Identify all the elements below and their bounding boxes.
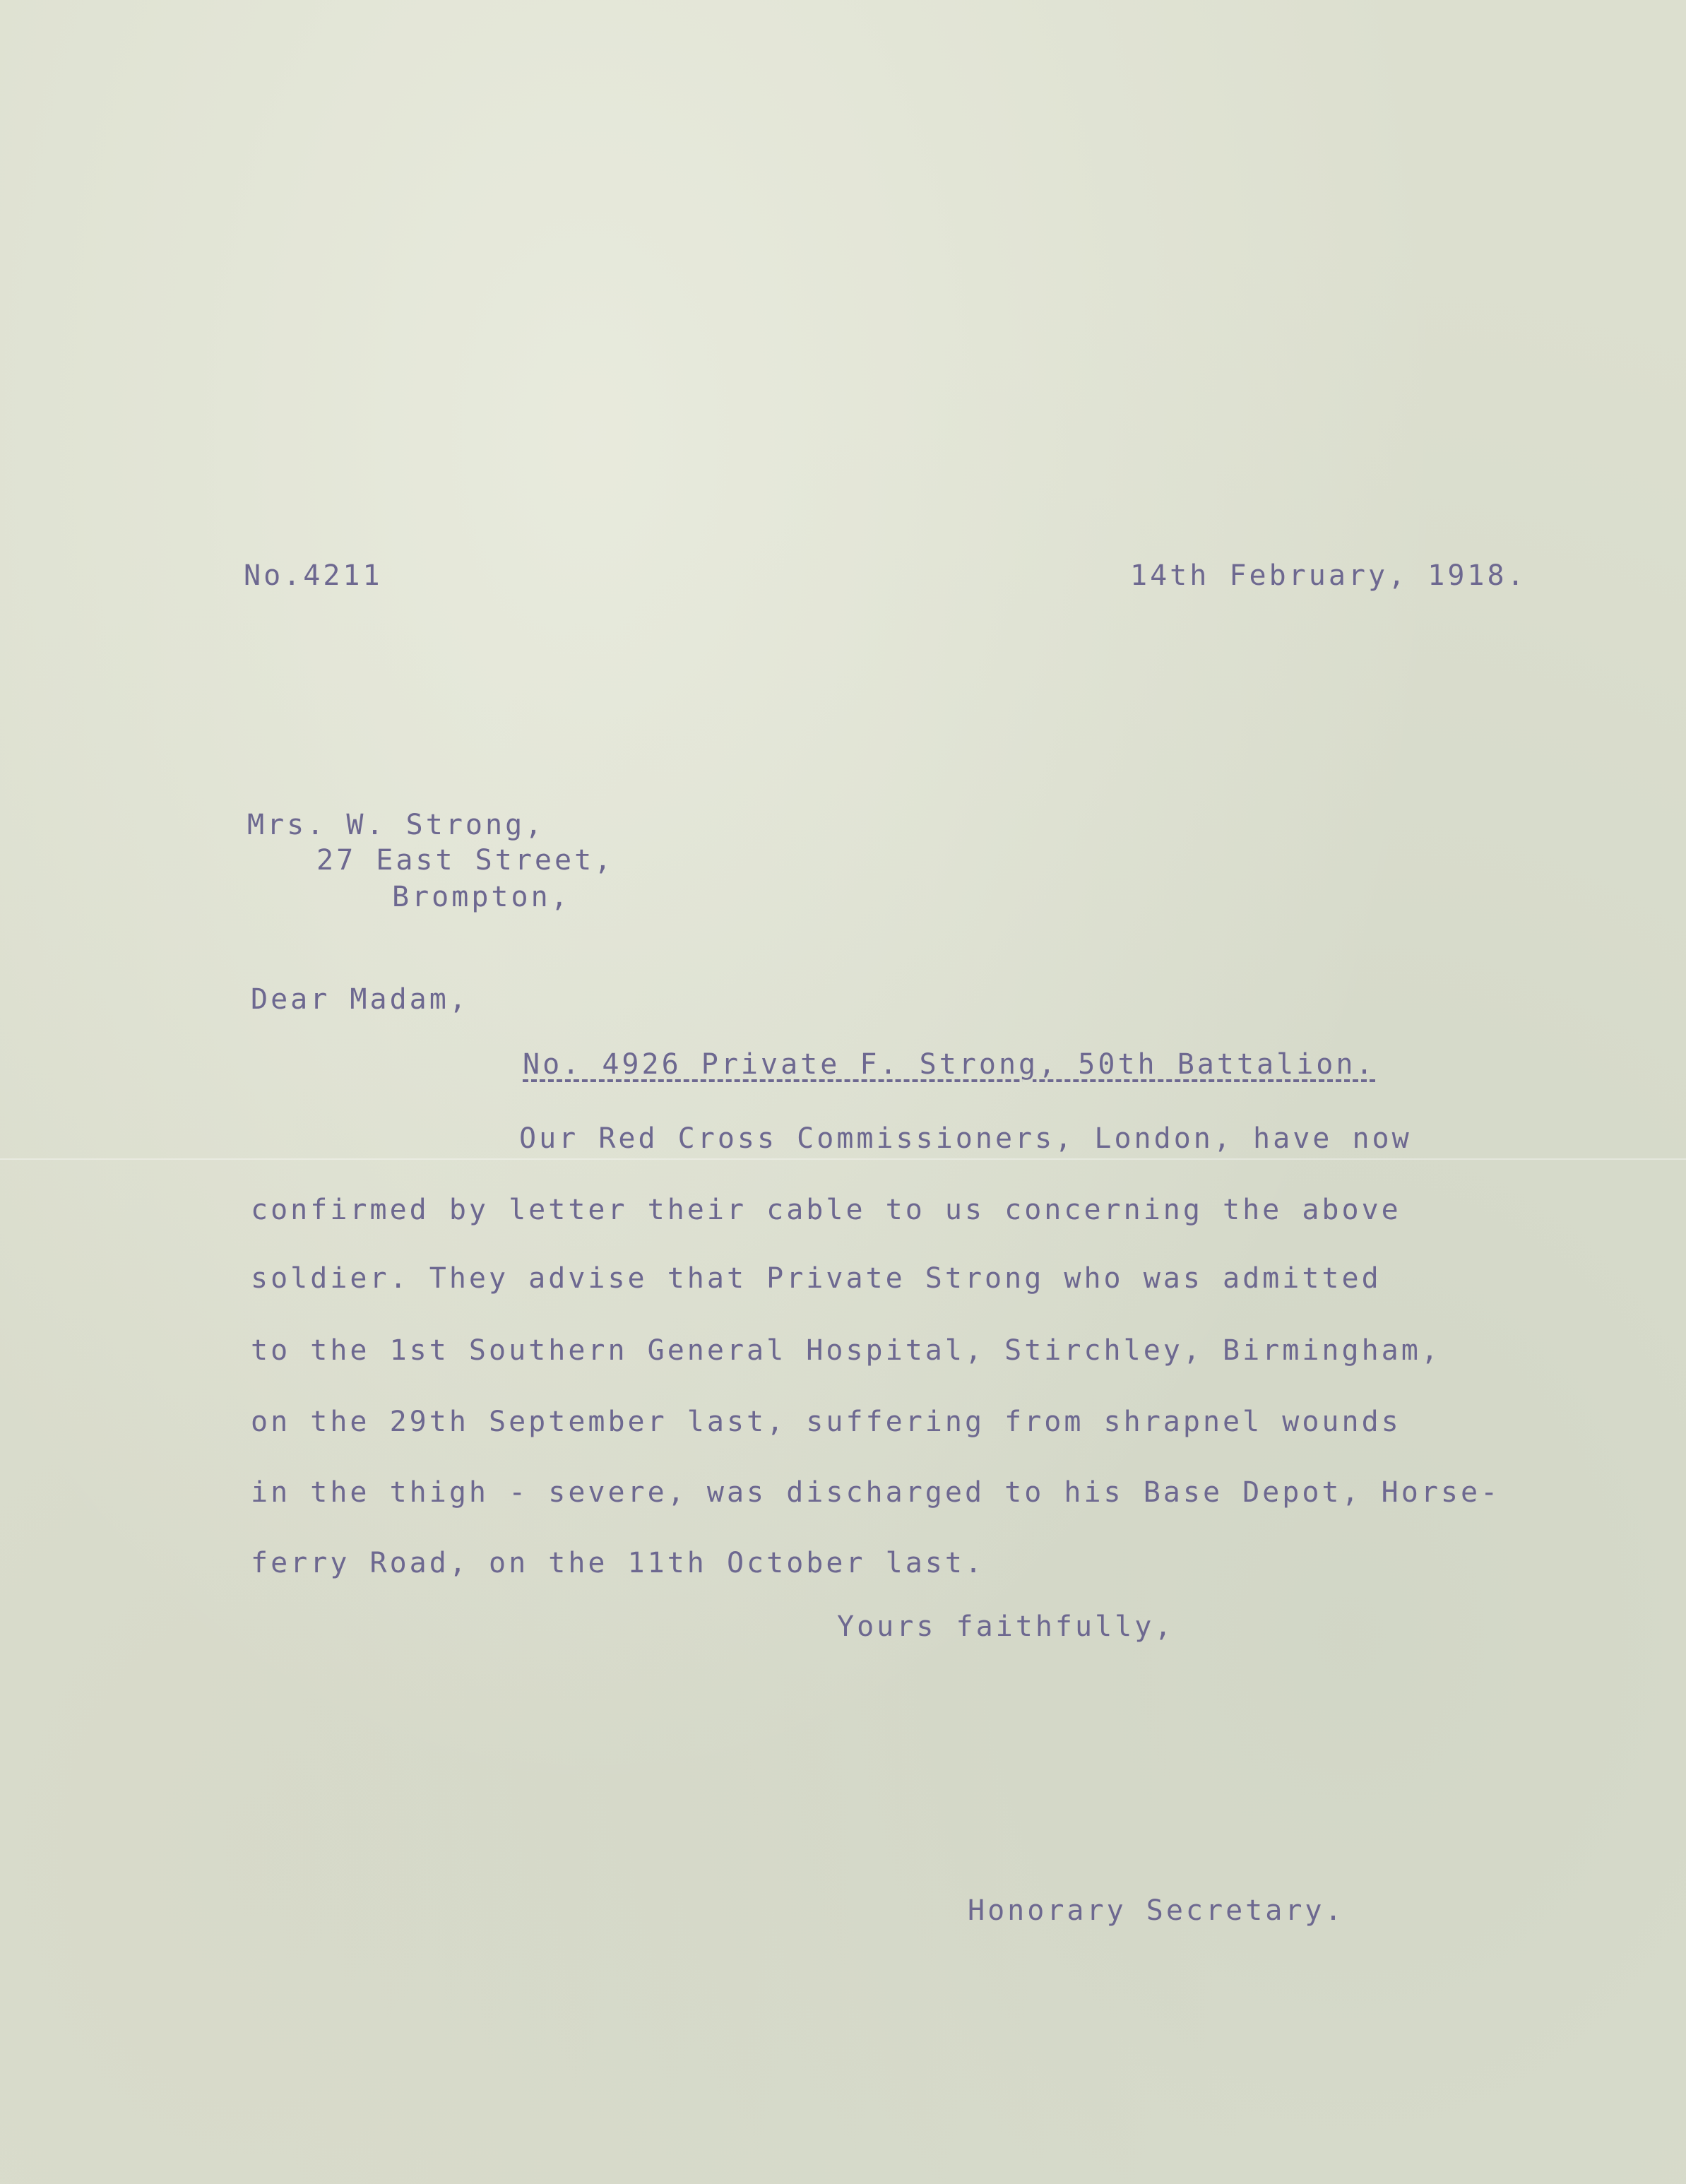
body-line: on the 29th September last, suffering from shrapnel wounds <box>251 1406 1401 1438</box>
salutation: Dear Madam, <box>251 983 469 1016</box>
body-line: in the thigh - severe, was discharged to his Base Depot, Horse- <box>251 1476 1501 1509</box>
signature-title: Honorary Secretary. <box>968 1894 1345 1927</box>
recipient-town: Brompton, <box>392 881 571 913</box>
body-line: ferry Road, on the 11th October last. <box>251 1547 985 1579</box>
body-line: Our Red Cross Commissioners, London, have now <box>519 1122 1412 1155</box>
body-line: confirmed by letter their cable to us concerning the above <box>251 1194 1401 1226</box>
recipient-street: 27 East Street, <box>316 844 615 877</box>
body-line: soldier. They advise that Private Strong who was admitted <box>251 1262 1382 1295</box>
subject-line: No. 4926 Private F. Strong, 50th Battalion. <box>523 1048 1376 1081</box>
body-line: to the 1st Southern General Hospital, Stirchley, Birmingham, <box>251 1334 1441 1367</box>
recipient-name: Mrs. W. Strong, <box>247 809 545 841</box>
letter-date: 14th February, 1918. <box>1130 559 1527 592</box>
reference-number: No.4211 <box>244 559 383 592</box>
paper-fold-line <box>0 1158 1686 1160</box>
closing: Yours faithfully, <box>837 1610 1175 1643</box>
